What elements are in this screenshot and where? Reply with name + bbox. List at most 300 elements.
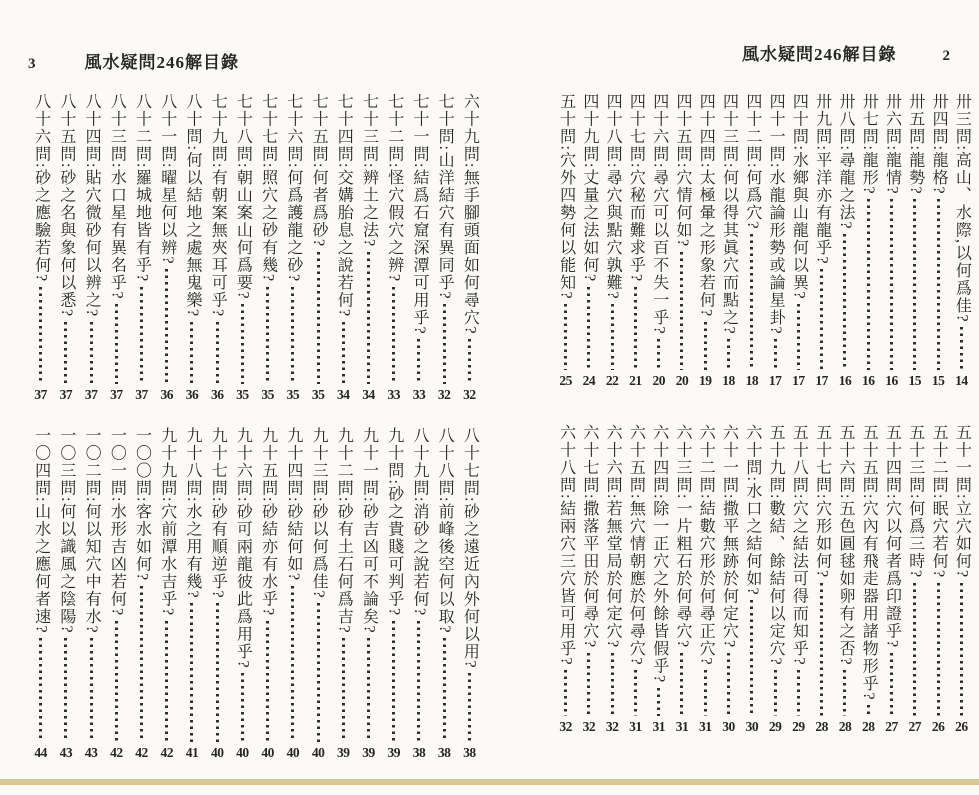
dotted-leader (680, 653, 683, 716)
dotted-leader (291, 287, 294, 384)
dotted-leader (797, 304, 800, 369)
dotted-leader (392, 621, 395, 742)
toc-entry-page-number: 42 (110, 744, 123, 760)
toc-entry (880, 424, 903, 733)
dotted-leader (634, 670, 637, 715)
toc-entry-text: 五十七問:穴形如何? (813, 424, 831, 579)
dotted-leader (727, 653, 730, 716)
toc-entry-page-number: 30 (722, 718, 735, 734)
toc-entry-text: 卅六問:龍情? (883, 93, 901, 196)
toc-entry-page-number: 19 (699, 372, 712, 388)
toc-entry (79, 93, 104, 401)
toc-entry (950, 424, 973, 733)
toc-entry-text: 一〇一問:水形吉凶若何? (108, 427, 126, 617)
toc-entry-page-number: 32 (463, 386, 476, 402)
dotted-leader (657, 688, 660, 716)
dotted-leader (417, 621, 420, 742)
toc-entry (356, 427, 381, 759)
dotted-leader (64, 322, 67, 384)
toc-entry-page-number: 37 (34, 386, 47, 402)
toc-entry-text: 八十七問:砂之遠近內外何以用? (461, 427, 479, 670)
toc-entry-text: 六十問:水口之結何如? (743, 424, 761, 597)
toc-entry (880, 93, 903, 387)
toc-entry (205, 427, 230, 759)
toc-entry-text: 八十八問:前峰後空何以取? (436, 427, 454, 635)
toc-entry-page-number: 32 (605, 718, 619, 734)
toc-entry-page-number: 37 (110, 386, 123, 402)
toc-entry-text: 六十八問:結兩穴三穴皆可用乎? (557, 424, 575, 667)
toc-entry (205, 93, 230, 401)
toc-entry (28, 427, 53, 759)
dotted-leader (564, 304, 567, 369)
toc-entry-page-number: 44 (34, 744, 47, 760)
toc-entry (670, 93, 693, 387)
toc-entry (694, 424, 717, 733)
dotted-leader (960, 327, 963, 369)
toc-entry-text: 卅八問:尋龍之法? (836, 93, 854, 231)
toc-entry-text: 七十六問:何爲護龍之砂? (284, 93, 302, 283)
toc-entry-page-number: 21 (629, 372, 642, 388)
toc-entry-page-number: 39 (337, 744, 350, 760)
toc-entry-page-number: 16 (838, 372, 852, 388)
toc-entry-page-number: 17 (768, 372, 782, 388)
toc-entry (457, 427, 482, 759)
toc-entry (305, 427, 330, 759)
toc-entry (903, 424, 926, 733)
toc-entry-text: 四十九問:丈量之法如何? (580, 93, 598, 283)
toc-entry-text: 九十五問:砂結亦有水乎? (259, 427, 277, 617)
toc-entry-text: 一〇四問:山水之應何者速? (32, 427, 50, 635)
dotted-leader (392, 287, 395, 384)
dotted-leader (774, 670, 777, 715)
toc-entry (179, 93, 204, 401)
toc-entry-text: 九十四問:砂結何如? (284, 427, 302, 582)
toc-entry-text: 四十一問:水龍論形勢或論星卦? (767, 93, 785, 336)
toc-entry-page-number: 17 (815, 372, 828, 388)
dotted-leader (165, 269, 168, 383)
scan-edge-strip (0, 779, 979, 785)
toc-entry (857, 93, 880, 387)
toc-entry-page-number: 15 (931, 372, 945, 388)
toc-entry (432, 427, 457, 759)
toc-entry (255, 93, 280, 401)
toc-section-questions-33-50 (554, 93, 973, 387)
toc-entry-page-number: 22 (605, 372, 619, 388)
toc-entry-text: 六十九問:無手腳頭面如何尋穴? (461, 93, 479, 336)
toc-entry-text: 六十六問:若無堂局於何定穴? (604, 424, 622, 649)
toc-entry (833, 424, 856, 733)
toc-entry-page-number: 34 (337, 386, 350, 402)
toc-entry-text: 卅七問:龍形? (860, 93, 878, 196)
toc-entry-page-number: 34 (362, 386, 375, 402)
toc-entry-text: 八十六問:砂之應驗若何? (32, 93, 50, 283)
toc-entry-text: 七十五問:何者爲砂? (310, 93, 328, 248)
toc-entry-text: 八十四問:貼穴微砂何以辨之? (83, 93, 101, 318)
toc-entry (810, 424, 833, 733)
toc-entry-text: 四十二問:何爲穴? (743, 93, 761, 231)
toc-entry-page-number: 31 (699, 718, 712, 734)
dotted-leader (657, 339, 660, 369)
toc-entry-text: 四十問:水鄉與山龍何以異? (790, 93, 808, 301)
dotted-leader (937, 199, 940, 369)
toc-entry-page-number: 27 (885, 718, 898, 734)
dotted-leader (190, 322, 193, 384)
toc-entry (740, 424, 763, 733)
toc-entry-text: 七十四問:交媾胎息之說若何? (335, 93, 353, 318)
toc-entry-page-number: 37 (135, 386, 148, 402)
toc-entry (230, 427, 255, 759)
dotted-leader (890, 199, 893, 369)
dotted-leader (680, 252, 683, 370)
toc-entry-page-number: 20 (652, 372, 665, 388)
toc-entry-text: 五十八問:穴之結法可得而知乎? (790, 424, 808, 667)
toc-entry-text: 六十五問:無穴情朝應於何尋穴? (627, 424, 645, 667)
toc-entry (457, 93, 482, 401)
left-page-title: 風水疑問246解目錄 (84, 53, 239, 72)
toc-entry (717, 424, 740, 733)
toc-entry-text: 九十三問:砂以何爲佳? (310, 427, 328, 600)
toc-entry-text: 一〇三問:何以識風之陰陽? (57, 427, 75, 635)
dotted-leader (417, 339, 420, 383)
toc-entry-text: 四十四問:太極暈之形象若何? (697, 93, 715, 318)
toc-entry (577, 93, 600, 387)
toc-entry-page-number: 43 (59, 744, 73, 760)
toc-entry-text: 六十七問:撒落平田於何尋穴? (580, 424, 598, 649)
toc-entry-text: 五十二問:眠穴若何? (930, 424, 948, 579)
dotted-leader (704, 322, 707, 370)
toc-entry (154, 93, 179, 401)
toc-entry-page-number: 42 (160, 744, 174, 760)
toc-entry-page-number: 29 (792, 718, 805, 734)
toc-entry (230, 93, 255, 401)
toc-entry-text: 八十問:何以結地之處無鬼樂? (183, 93, 201, 318)
dotted-leader (867, 705, 870, 715)
dotted-leader (115, 621, 118, 742)
toc-entry-page-number: 31 (652, 718, 665, 734)
dotted-leader (90, 638, 93, 741)
toc-entry-text: 五十五問:穴內有飛走器用諸物形乎? (860, 424, 878, 702)
toc-entry-text: 六十一問:撒平無跡於何定穴? (720, 424, 738, 649)
toc-entry (554, 93, 577, 387)
dotted-leader (140, 586, 143, 742)
toc-entry-text: 九十六問:砂可兩龍彼此爲用乎? (234, 427, 252, 670)
left-page-header (28, 54, 239, 72)
toc-entry-page-number: 32 (437, 386, 451, 402)
dotted-leader (317, 603, 320, 741)
toc-section-questions-51-68 (554, 424, 973, 733)
dotted-leader (342, 322, 345, 384)
dotted-leader (704, 670, 707, 715)
dotted-leader (216, 603, 219, 741)
toc-entry-page-number: 28 (861, 718, 875, 734)
dotted-leader (634, 287, 637, 370)
toc-entry (331, 93, 356, 401)
dotted-leader (750, 600, 753, 715)
toc-entry-page-number: 35 (311, 386, 325, 402)
toc-entry-text: 九十問:砂之貴賤可判乎? (385, 427, 403, 617)
dotted-leader (291, 586, 294, 742)
toc-entry-text: 卅九問:平洋亦有龍乎? (813, 93, 831, 266)
toc-entry (601, 93, 624, 387)
toc-entry (833, 93, 856, 387)
toc-entry-text: 八十二問:羅城地皆有乎? (133, 93, 151, 283)
toc-entry (432, 93, 457, 401)
toc-entry-page-number: 39 (387, 744, 400, 760)
toc-entry-page-number: 14 (955, 372, 968, 388)
right-page-header (742, 46, 951, 64)
toc-entry-page-number: 16 (861, 372, 875, 388)
toc-entry (280, 427, 305, 759)
toc-entry (787, 424, 810, 733)
toc-entry-text: 九十八問:水之用有幾? (183, 427, 201, 600)
dotted-leader (115, 304, 118, 383)
dotted-leader (913, 583, 916, 716)
toc-entry-page-number: 25 (559, 372, 572, 388)
toc-entry-text: 九十七問:砂有順逆乎? (209, 427, 227, 600)
toc-entry-text: 五十問:穴外四勢何以能知? (557, 93, 575, 301)
dotted-leader (39, 287, 42, 384)
toc-entry-page-number: 15 (908, 372, 922, 388)
toc-entry-page-number: 28 (838, 718, 852, 734)
toc-entry (740, 93, 763, 387)
toc-entry-text: 七十七問:照穴之砂有幾? (259, 93, 277, 283)
toc-entry (406, 427, 431, 759)
dotted-leader (367, 252, 370, 384)
toc-entry-page-number: 40 (261, 744, 274, 760)
dotted-leader (468, 339, 471, 383)
dotted-leader (216, 322, 219, 384)
toc-entry-text: 九十一問:砂吉凶可不論矣? (360, 427, 378, 635)
toc-entry-text: 六十四問:除一正穴之外餘皆假乎? (650, 424, 668, 684)
dotted-leader (241, 673, 244, 741)
toc-entry-page-number: 40 (311, 744, 325, 760)
dotted-leader (266, 621, 269, 742)
toc-entry (305, 93, 330, 401)
dotted-leader (797, 670, 800, 715)
toc-entry (717, 93, 740, 387)
toc-entry-text: 七十問:山洋結穴有異同乎? (436, 93, 454, 301)
toc-entry-text: 四十五問:穴情何如? (673, 93, 691, 248)
toc-entry-text: 四十八問:尋穴與點穴孰難? (604, 93, 622, 301)
toc-entry (624, 424, 647, 733)
toc-entry-text: 一〇〇問:客水如何? (133, 427, 151, 582)
dotted-leader (890, 653, 893, 716)
toc-entry (857, 424, 880, 733)
toc-entry-text: 六十三問:一片粗石於何尋穴? (673, 424, 691, 649)
toc-entry (694, 93, 717, 387)
toc-entry-text: 四十三問:何以得其眞穴而點之? (720, 93, 738, 336)
toc-entry (624, 93, 647, 387)
dotted-leader (774, 339, 777, 369)
toc-entry-page-number: 38 (437, 744, 451, 760)
toc-entry-page-number: 28 (815, 718, 828, 734)
toc-entry (601, 424, 624, 733)
dotted-leader (468, 673, 471, 741)
toc-entry-text: 四十七問:穴秘而難求乎? (627, 93, 645, 283)
toc-entry-page-number: 35 (236, 386, 249, 402)
toc-entry-text: 卅四問:龍格? (930, 93, 948, 196)
dotted-leader (39, 638, 42, 741)
dotted-leader (611, 653, 614, 716)
dotted-leader (843, 234, 846, 369)
toc-entry-text: 七十三問:辨土之法? (360, 93, 378, 248)
dotted-leader (317, 252, 320, 384)
left-page (0, 0, 489, 795)
toc-entry-text: 四十六問:尋穴可以百不失一乎? (650, 93, 668, 336)
toc-entry-page-number: 37 (59, 386, 73, 402)
dotted-leader (90, 322, 93, 384)
toc-entry-page-number: 32 (559, 718, 572, 734)
dotted-leader (750, 234, 753, 369)
toc-entry-page-number: 35 (286, 386, 300, 402)
toc-entry (129, 427, 154, 759)
toc-entry (763, 424, 786, 733)
toc-entry-text: 八十五問:砂之名與象何以悉? (57, 93, 75, 318)
toc-entry-page-number: 35 (261, 386, 274, 402)
dotted-leader (367, 638, 370, 741)
dotted-leader (342, 638, 345, 741)
toc-entry-page-number: 38 (463, 744, 476, 760)
toc-entry (53, 93, 78, 401)
toc-entry-page-number: 29 (768, 718, 782, 734)
toc-entry-page-number: 24 (582, 372, 596, 388)
dotted-leader (64, 638, 67, 741)
toc-entry (356, 93, 381, 401)
dotted-leader (241, 304, 244, 383)
toc-entry (926, 93, 949, 387)
toc-entry-text: 七十九問:有朝案無夾耳可乎? (209, 93, 227, 318)
toc-entry (28, 93, 53, 401)
toc-entry (179, 427, 204, 759)
toc-entry-text: 五十六問:五色圓毬如卵有之否? (836, 424, 854, 667)
toc-entry (670, 424, 693, 733)
toc-entry (406, 93, 431, 401)
dotted-leader (165, 621, 168, 742)
toc-entry (381, 93, 406, 401)
toc-entry (280, 93, 305, 401)
toc-entry-page-number: 26 (955, 718, 968, 734)
toc-entry-text: 八十三問:水口星有異名乎? (108, 93, 126, 301)
toc-entry-page-number: 39 (362, 744, 375, 760)
dotted-leader (266, 287, 269, 384)
toc-entry-page-number: 16 (885, 372, 898, 388)
toc-entry-text: 八十一問:曜星何以辨? (158, 93, 176, 266)
right-page (490, 0, 979, 795)
toc-section-questions-69-86 (28, 93, 482, 401)
toc-entry (381, 427, 406, 759)
dotted-leader (727, 339, 730, 369)
toc-entry-page-number: 30 (745, 718, 759, 734)
toc-entry-page-number: 43 (84, 744, 98, 760)
toc-entry-page-number: 36 (185, 386, 199, 402)
toc-entry-page-number: 17 (792, 372, 805, 388)
toc-entry (53, 427, 78, 759)
toc-entry-page-number: 27 (908, 718, 922, 734)
toc-entry-text: 八十九問:消砂之說若何? (410, 427, 428, 617)
dotted-leader (564, 670, 567, 715)
dotted-leader (190, 603, 193, 741)
toc-section-questions-87-104 (28, 427, 482, 759)
toc-entry-text: 七十八問:朝山案山何爲要? (234, 93, 252, 301)
dotted-leader (443, 638, 446, 741)
toc-entry (787, 93, 810, 387)
dotted-leader (443, 304, 446, 383)
dotted-leader (960, 583, 963, 716)
toc-entry (331, 427, 356, 759)
toc-entry-page-number: 37 (84, 386, 98, 402)
dotted-leader (587, 653, 590, 716)
dotted-leader (140, 287, 143, 384)
toc-entry-text: 五十九問:數結、餘結何以定穴? (767, 424, 785, 667)
toc-entry-text: 一〇二問:何以知穴中有水? (83, 427, 101, 635)
toc-entry (577, 424, 600, 733)
left-page-folio: 3 (28, 56, 37, 72)
right-page-folio: 2 (942, 48, 951, 64)
dotted-leader (587, 287, 590, 370)
dotted-leader (820, 269, 823, 369)
toc-entry-text: 六十二問:結數穴形於何尋正穴? (697, 424, 715, 667)
dotted-leader (867, 199, 870, 369)
toc-entry-text: 九十二問:砂有土石何爲吉? (335, 427, 353, 635)
toc-entry (926, 424, 949, 733)
toc-entry (950, 93, 973, 387)
toc-entry-text: 卅五問:龍勢? (906, 93, 924, 196)
right-page-title: 風水疑問246解目錄 (742, 45, 897, 64)
toc-entry (554, 424, 577, 733)
toc-entry-page-number: 33 (387, 386, 400, 402)
toc-entry-page-number: 18 (745, 372, 759, 388)
dotted-leader (913, 199, 916, 369)
toc-entry (647, 424, 670, 733)
toc-entry (79, 427, 104, 759)
toc-entry (104, 93, 129, 401)
toc-entry-page-number: 20 (675, 372, 689, 388)
toc-entry-text: 五十三問:何爲三時? (906, 424, 924, 579)
toc-entry-page-number: 42 (135, 744, 148, 760)
toc-entry-page-number: 31 (629, 718, 642, 734)
toc-entry-page-number: 40 (236, 744, 249, 760)
toc-entry-text: 五十四問:穴以何者爲印證乎? (883, 424, 901, 649)
toc-entry-page-number: 38 (412, 744, 426, 760)
dotted-leader (820, 583, 823, 716)
toc-entry (647, 93, 670, 387)
dotted-leader (611, 304, 614, 369)
toc-entry-page-number: 41 (185, 744, 199, 760)
toc-entry-page-number: 40 (286, 744, 300, 760)
toc-entry-page-number: 32 (582, 718, 596, 734)
toc-entry (763, 93, 786, 387)
toc-entry (255, 427, 280, 759)
toc-entry-text: 卅三問:高山、水際,以何爲佳? (953, 93, 971, 324)
toc-entry (154, 427, 179, 759)
toc-entry-text: 九十九問:穴前潭水吉乎? (158, 427, 176, 617)
dotted-leader (937, 583, 940, 716)
toc-entry-text: 七十二問:怪穴假穴之辨? (385, 93, 403, 283)
toc-entry-page-number: 31 (675, 718, 689, 734)
toc-entry-page-number: 36 (160, 386, 174, 402)
toc-entry-text: 七十一問:結爲石窟深潭可用乎? (410, 93, 428, 336)
toc-entry (129, 93, 154, 401)
dotted-leader (843, 670, 846, 715)
toc-entry (104, 427, 129, 759)
toc-entry-page-number: 26 (931, 718, 945, 734)
toc-entry-text: 五十一問:立穴如何? (953, 424, 971, 579)
toc-entry-page-number: 33 (412, 386, 426, 402)
toc-entry-page-number: 40 (210, 744, 224, 760)
toc-entry-page-number: 18 (722, 372, 735, 388)
toc-entry (903, 93, 926, 387)
toc-entry (810, 93, 833, 387)
